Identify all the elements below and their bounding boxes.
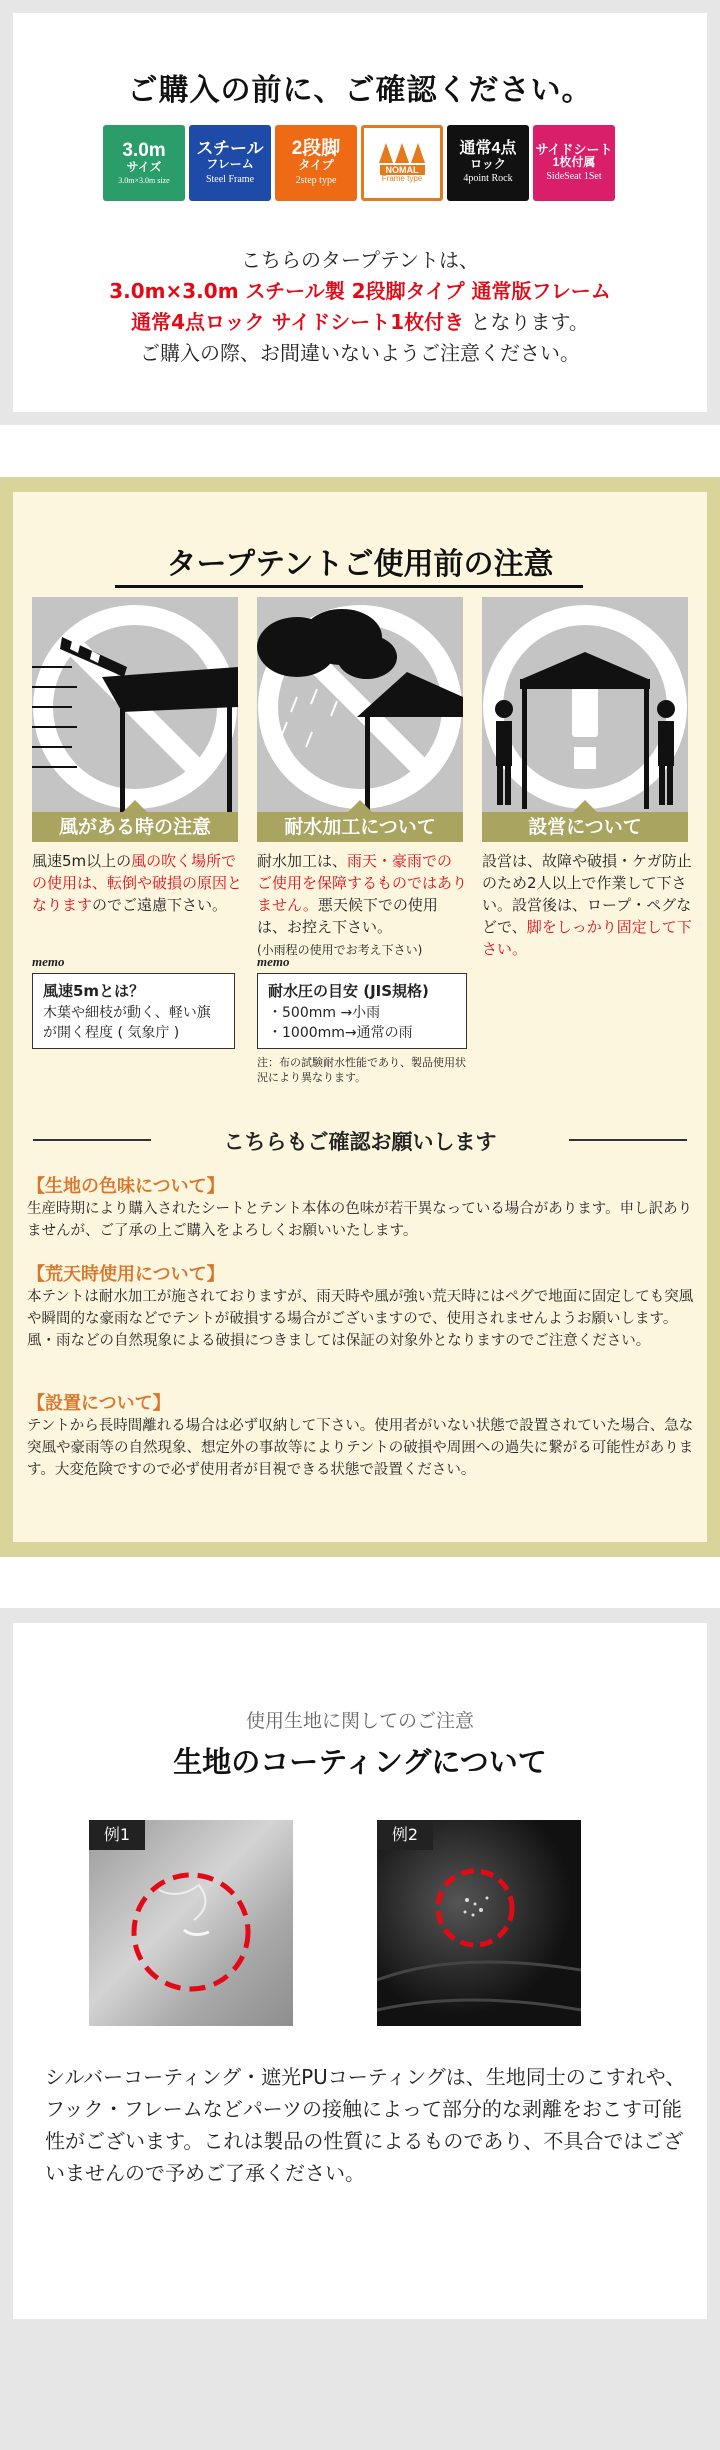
leg-badge-eng: 2step type: [295, 174, 337, 186]
coating-section: [0, 1608, 720, 2450]
memo-label-2: memo: [257, 954, 290, 969]
rain-text-small: (小雨程の使用でお考え下さい): [257, 943, 423, 957]
memo-water-line1: ・500mm →小雨: [268, 1005, 381, 1021]
lock-badge: [447, 125, 529, 201]
memo-water-line2: ・1000mm→通常の雨: [268, 1025, 413, 1041]
note-install-heading: 【設置について】: [27, 1393, 171, 1414]
purchase-confirm-title: ご購入の前に、ご確認ください。: [127, 73, 593, 108]
spec-badges: [103, 125, 615, 201]
wind-warning-label: 風がある時の注意: [32, 812, 238, 842]
leg-badge-sub: タイプ: [298, 158, 334, 173]
lock-badge-eng: 4point Rock: [463, 172, 513, 184]
frame-badge-eng: Steel Frame: [205, 173, 255, 185]
memo-water-title: 耐水圧の目安 (JIS規格): [268, 982, 429, 1000]
size-badge: [103, 125, 185, 201]
desc-line-3-rest: となります。: [464, 310, 589, 334]
frame-badge-main: スチール: [196, 139, 264, 159]
memo-waterproof-note: 注：布の試験耐水性能であり、製品使用状況により異なります。: [257, 1056, 466, 1084]
sideseat-badge: [533, 125, 615, 201]
frame-badge: [189, 125, 271, 201]
note-weather-body: 本テントは耐水加工が施されておりますが、雨天時や風が強い荒天時にはペグで地面に固定しても突風や瞬間的な豪雨などでテントが破損する場合がございますので、使用されませんようお願いします。風・雨などの自然現象による破損につきましては保証の対象外となりますのでご注意ください。: [27, 1289, 694, 1349]
leg-badge-main: 2段脚: [291, 138, 341, 160]
wind-text-red: 風の吹く場所での使用は、転倒や破損の原因となります: [32, 852, 243, 914]
desc-line-1: こちらのタープテントは、: [241, 248, 479, 272]
usage-caution-section: [0, 477, 720, 1557]
desc-line-3-red: 通常4点ロック サイドシート1枚付き: [131, 310, 465, 334]
setup-warning-icon: [482, 597, 688, 827]
waterproof-text: [257, 850, 467, 961]
usage-caution-panel: [13, 492, 707, 1542]
coating-subtitle: 使用生地に関してのご注意: [245, 1710, 474, 1732]
note-color-heading: 【生地の色味について】: [27, 1176, 225, 1197]
waterproof-label: 耐水加工について: [257, 812, 463, 842]
leg-badge: [275, 125, 357, 201]
lock-badge-sub: ロック: [470, 156, 506, 171]
memo-wind-body: 木葉や細枝が動く、軽い旗が開く程度 ( 気象庁 ): [43, 1005, 211, 1041]
also-confirm-heading: こちらもご確認お願いします: [223, 1130, 497, 1154]
coating-panel: [13, 1623, 707, 2319]
wind-warning-text: [32, 850, 242, 916]
wind-text-b: のでご遠慮下さい。: [92, 896, 228, 914]
example2-tag: 例2: [377, 1820, 433, 1850]
heading-underline: [115, 585, 583, 588]
wind-text-a: 風速5m以上の: [32, 852, 132, 870]
usage-caution-heading: タープテントご使用前の注意: [166, 547, 554, 582]
note-install-body: テントから長時間離れる場合は必ず収納して下さい。使用者がいない状態で設置されていた場合、急な突風や豪雨等の自然現象、想定外の事故等によりテントの破損や周囲への過失に繋がる可能性があります。大変危険ですので必ず使用者が目視できる状態で設置ください。: [27, 1418, 694, 1478]
setup-text-red: 脚をしっかり固定して下さい。: [482, 918, 692, 958]
nomal-badge-main: NOMAL: [380, 165, 425, 175]
note-weather-heading: 【荒天時使用について】: [27, 1264, 225, 1285]
sideseat-badge-main: サイドシート: [535, 141, 613, 157]
nomal-badge: [361, 125, 443, 201]
setup-text-a: 設営は、故障や破損・ケガ防止のため2人以上で作業して下さい。設営後は、ロープ・ペグなどで、: [482, 852, 692, 936]
size-badge-main: 3.0m: [122, 139, 166, 161]
desc-line-4: ご購入の際、お間違いないようご注意ください。: [140, 341, 580, 365]
coating-text: シルバーコーティング・遮光PUコーティングは、生地同士のこすれや、フック・フレームなどパーツの接触によって部分的な剥離をおこす可能性がございます。これは製品の性質によるものであり、不具合ではございませんので予めご了承ください。: [45, 2065, 686, 2185]
wind-warning-icon: [32, 597, 238, 827]
setup-text: [482, 850, 692, 960]
purchase-confirm-section: [0, 0, 720, 425]
sideseat-badge-sub: 1枚付属: [552, 155, 596, 170]
purchase-confirm-panel: [13, 13, 707, 412]
tree-icon: [379, 143, 425, 163]
mid-divider-right: [569, 1139, 687, 1141]
example1-tag: 例1: [89, 1820, 145, 1850]
lock-badge-main: 通常4点: [459, 140, 517, 157]
frame-badge-sub: フレーム: [206, 157, 254, 172]
example1-image: [89, 1820, 293, 2026]
sideseat-badge-eng: SideSeat 1Set: [546, 171, 602, 183]
memo-box-waterproof: [257, 973, 467, 1049]
memo-box-wind: [32, 973, 235, 1049]
nomal-badge-sub: Frame type: [381, 173, 423, 183]
setup-label: 設営について: [482, 812, 688, 842]
rain-text-b: 悪天候下での使用は、お控え下さい。: [257, 896, 438, 936]
example2-image: [377, 1820, 581, 2026]
note-color-body: 生産時期により購入されたシートとテント本体の色味が若干異なっている場合があります。申し訳ありませんが、ご了承の上ご購入をよろしくお願いいたします。: [27, 1201, 693, 1239]
size-badge-eng: 3.0m×3.0m size: [118, 175, 170, 185]
rain-warning-icon: [257, 597, 463, 827]
memo-label-1: memo: [32, 954, 65, 969]
coating-title: 生地のコーティングについて: [173, 1745, 547, 1779]
size-badge-sub: サイズ: [126, 159, 162, 174]
rain-text-a: 耐水加工は、: [257, 852, 348, 870]
desc-line-3: [13, 307, 707, 338]
rain-text-red: 雨天・豪雨でのご使用を保障するものではありません。: [257, 852, 468, 914]
desc-line-2: 3.0m×3.0m スチール製 2段脚タイプ 通常版フレーム: [109, 279, 611, 303]
memo-wind-title: 風速5mとは？: [43, 982, 145, 1000]
purchase-confirm-text: [13, 245, 707, 369]
